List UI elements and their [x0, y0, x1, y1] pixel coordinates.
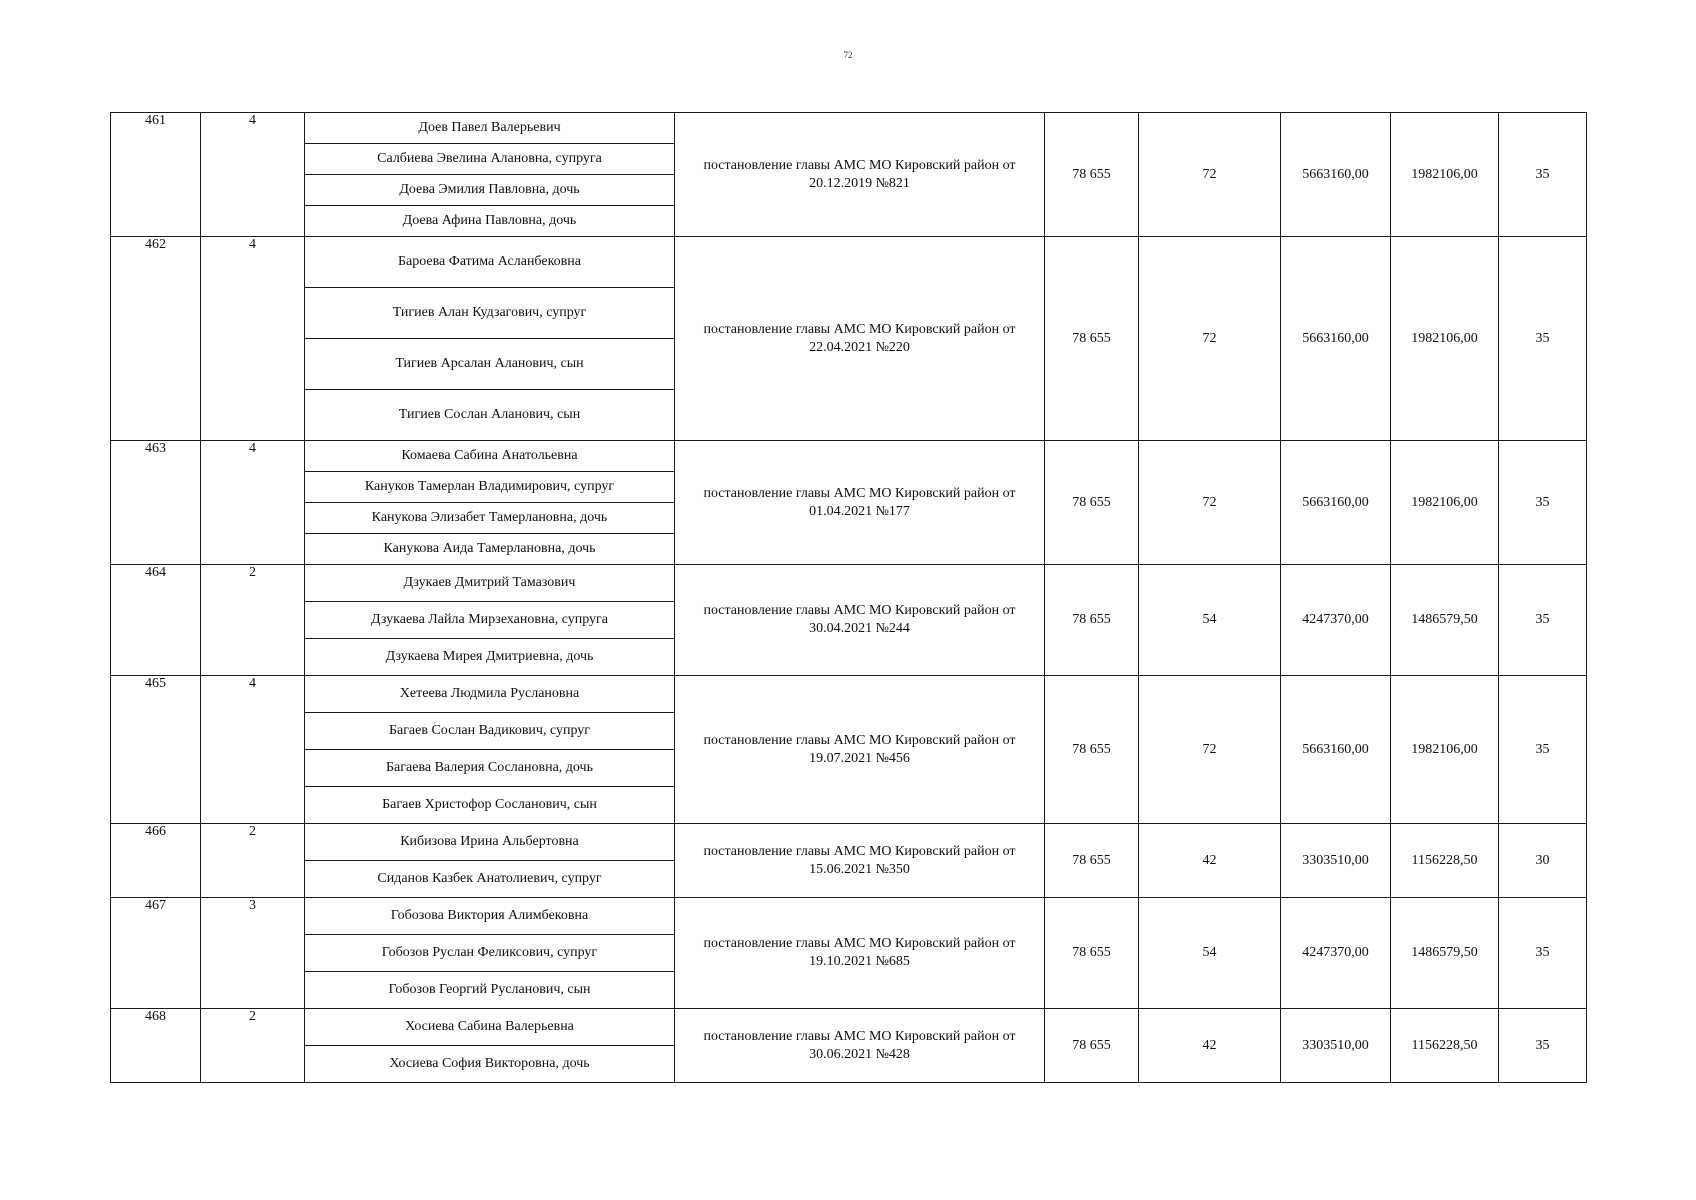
total-cost: 5663160,00: [1281, 441, 1391, 565]
family-member: Бароева Фатима Асланбековна: [305, 237, 675, 288]
area: 54: [1139, 565, 1281, 676]
subsidy-amount: 1982106,00: [1391, 237, 1499, 441]
decree-reference: постановление главы АМС МО Кировский район от 30.06.2021 №428: [675, 1009, 1045, 1083]
total-cost: 5663160,00: [1281, 113, 1391, 237]
family-member: Дзукаева Лайла Мирзехановна, супруга: [305, 602, 675, 639]
family-member: Багаев Сослан Вадикович, супруг: [305, 713, 675, 750]
cost-per-sqm: 78 655: [1045, 676, 1139, 824]
row-number: 468: [111, 1009, 201, 1083]
decree-reference: постановление главы АМС МО Кировский район от 20.12.2019 №821: [675, 113, 1045, 237]
family-member: Комаева Сабина Анатольевна: [305, 441, 675, 472]
decree-reference: постановление главы АМС МО Кировский район от 19.10.2021 №685: [675, 898, 1045, 1009]
subsidy-percent: 35: [1499, 898, 1587, 1009]
decree-reference: постановление главы АМС МО Кировский район от 01.04.2021 №177: [675, 441, 1045, 565]
subsidy-amount: 1156228,50: [1391, 824, 1499, 898]
area: 54: [1139, 898, 1281, 1009]
area: 72: [1139, 676, 1281, 824]
family-size: 4: [201, 237, 305, 441]
row-number: 461: [111, 113, 201, 237]
cost-per-sqm: 78 655: [1045, 1009, 1139, 1083]
subsidy-percent: 35: [1499, 565, 1587, 676]
row-number: 465: [111, 676, 201, 824]
area: 72: [1139, 237, 1281, 441]
area: 42: [1139, 824, 1281, 898]
family-member: Доев Павел Валерьевич: [305, 113, 675, 144]
family-member: Гобозов Руслан Феликсович, супруг: [305, 935, 675, 972]
family-member: Сиданов Казбек Анатолиевич, супруг: [305, 861, 675, 898]
family-member: Доева Эмилия Павловна, дочь: [305, 175, 675, 206]
table-row: [111, 1009, 1587, 1046]
table-row: [111, 824, 1587, 861]
subsidy-amount: 1982106,00: [1391, 676, 1499, 824]
family-member: Багаев Христофор Сосланович, сын: [305, 787, 675, 824]
family-member: Тигиев Арсалан Аланович, сын: [305, 339, 675, 390]
decree-reference: постановление главы АМС МО Кировский район от 22.04.2021 №220: [675, 237, 1045, 441]
family-member: Кануков Тамерлан Владимирович, супруг: [305, 472, 675, 503]
cost-per-sqm: 78 655: [1045, 237, 1139, 441]
total-cost: 5663160,00: [1281, 676, 1391, 824]
total-cost: 4247370,00: [1281, 565, 1391, 676]
cost-per-sqm: 78 655: [1045, 441, 1139, 565]
table-row: [111, 898, 1587, 935]
cost-per-sqm: 78 655: [1045, 113, 1139, 237]
cost-per-sqm: 78 655: [1045, 898, 1139, 1009]
subsidy-percent: 35: [1499, 1009, 1587, 1083]
family-member: Канукова Элизабет Тамерлановна, дочь: [305, 503, 675, 534]
subsidy-percent: 35: [1499, 113, 1587, 237]
page-number: 72: [843, 50, 853, 60]
family-size: 2: [201, 565, 305, 676]
family-member: Гобозов Георгий Русланович, сын: [305, 972, 675, 1009]
family-size: 4: [201, 676, 305, 824]
subsidy-amount: 1486579,50: [1391, 898, 1499, 1009]
cost-per-sqm: 78 655: [1045, 824, 1139, 898]
family-member: Тигиев Сослан Аланович, сын: [305, 390, 675, 441]
row-number: 466: [111, 824, 201, 898]
subsidy-amount: 1486579,50: [1391, 565, 1499, 676]
family-member: Хетеева Людмила Руслановна: [305, 676, 675, 713]
subsidy-amount: 1156228,50: [1391, 1009, 1499, 1083]
subsidy-percent: 35: [1499, 237, 1587, 441]
family-member: Салбиева Эвелина Алановна, супруга: [305, 144, 675, 175]
family-member: Хосиева Сабина Валерьевна: [305, 1009, 675, 1046]
family-member: Канукова Аида Тамерлановна, дочь: [305, 534, 675, 565]
table-body: [111, 113, 1587, 1083]
total-cost: 5663160,00: [1281, 237, 1391, 441]
family-member: Багаева Валерия Сослановна, дочь: [305, 750, 675, 787]
family-member: Гобозова Виктория Алимбековна: [305, 898, 675, 935]
row-number: 462: [111, 237, 201, 441]
family-size: 4: [201, 113, 305, 237]
table-row: [111, 676, 1587, 713]
family-member: Дзукаева Мирея Дмитриевна, дочь: [305, 639, 675, 676]
family-size: 4: [201, 441, 305, 565]
family-member: Тигиев Алан Кудзагович, супруг: [305, 288, 675, 339]
subsidy-amount: 1982106,00: [1391, 113, 1499, 237]
family-member: Доева Афина Павловна, дочь: [305, 206, 675, 237]
total-cost: 4247370,00: [1281, 898, 1391, 1009]
table-row: [111, 565, 1587, 602]
family-member: Дзукаев Дмитрий Тамазович: [305, 565, 675, 602]
table-row: [111, 441, 1587, 472]
table-row: [111, 113, 1587, 144]
family-size: 2: [201, 1009, 305, 1083]
subsidy-percent: 35: [1499, 676, 1587, 824]
family-size: 3: [201, 898, 305, 1009]
decree-reference: постановление главы АМС МО Кировский район от 15.06.2021 №350: [675, 824, 1045, 898]
total-cost: 3303510,00: [1281, 824, 1391, 898]
decree-reference: постановление главы АМС МО Кировский район от 19.07.2021 №456: [675, 676, 1045, 824]
area: 72: [1139, 441, 1281, 565]
family-member: Кибизова Ирина Альбертовна: [305, 824, 675, 861]
subsidy-percent: 35: [1499, 441, 1587, 565]
row-number: 463: [111, 441, 201, 565]
decree-reference: постановление главы АМС МО Кировский район от 30.04.2021 №244: [675, 565, 1045, 676]
area: 72: [1139, 113, 1281, 237]
registry-table: [110, 112, 1587, 1083]
cost-per-sqm: 78 655: [1045, 565, 1139, 676]
total-cost: 3303510,00: [1281, 1009, 1391, 1083]
subsidy-amount: 1982106,00: [1391, 441, 1499, 565]
row-number: 464: [111, 565, 201, 676]
row-number: 467: [111, 898, 201, 1009]
family-member: Хосиева София Викторовна, дочь: [305, 1046, 675, 1083]
area: 42: [1139, 1009, 1281, 1083]
family-size: 2: [201, 824, 305, 898]
subsidy-percent: 30: [1499, 824, 1587, 898]
table-row: [111, 237, 1587, 288]
